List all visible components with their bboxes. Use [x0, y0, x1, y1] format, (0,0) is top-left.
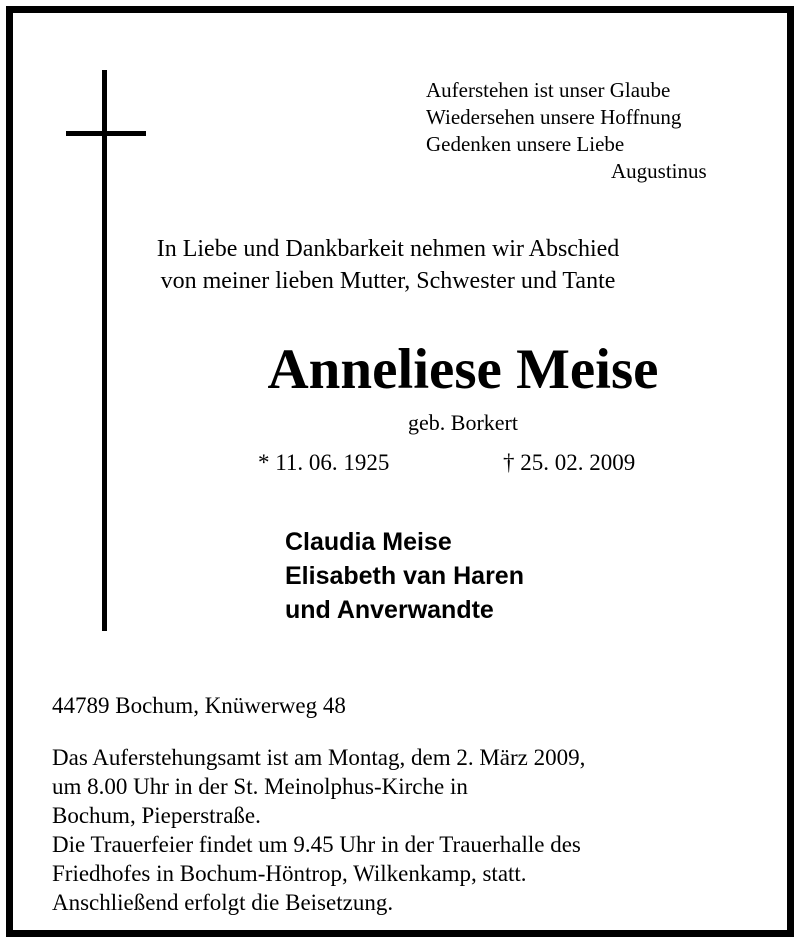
quote-line: Wiedersehen unsere Hoffnung [426, 105, 682, 129]
mourners-list [285, 525, 524, 627]
quote-line: Gedenken unsere Liebe [426, 132, 625, 156]
family-address: 44789 Bochum, Knüwerweg 48 [52, 693, 346, 718]
service-line: Die Trauerfeier findet um 9.45 Uhr in der Trauerhalle des [52, 832, 581, 857]
service-line: Friedhofes in Bochum-Höntrop, Wilkenkamp, statt. [52, 861, 527, 886]
service-line: Anschließend erfolgt die Beisetzung. [52, 890, 394, 915]
service-line: Das Auferstehungsamt ist am Montag, dem 2. März 2009, [52, 745, 586, 770]
intro-line: von meiner lieben Mutter, Schwester und Tante [160, 268, 616, 294]
death-date: † 25. 02. 2009 [503, 450, 636, 475]
farewell-intro [113, 233, 663, 297]
intro-line: In Liebe und Dankbarkeit nehmen wir Abschied [156, 236, 620, 262]
deceased-name: Anneliese Meise [267, 338, 659, 401]
obituary-notice [6, 6, 794, 937]
mourner-name: Claudia Meise [285, 528, 452, 556]
quote-author: Augustinus [611, 159, 707, 183]
quote-line: Auferstehen ist unser Glaube [426, 78, 671, 102]
memorial-quote [426, 77, 707, 185]
service-line: Bochum, Pieperstraße. [52, 803, 261, 828]
service-line: um 8.00 Uhr in der St. Meinolphus-Kirche in [52, 774, 468, 799]
mourner-name: Elisabeth van Haren [285, 562, 524, 590]
mourner-name: und Anverwandte [285, 596, 494, 624]
service-details [52, 743, 585, 917]
maiden-name: geb. Borkert [408, 410, 518, 435]
cross-horizontal-bar [66, 131, 146, 136]
birth-date: * 11. 06. 1925 [258, 450, 390, 475]
